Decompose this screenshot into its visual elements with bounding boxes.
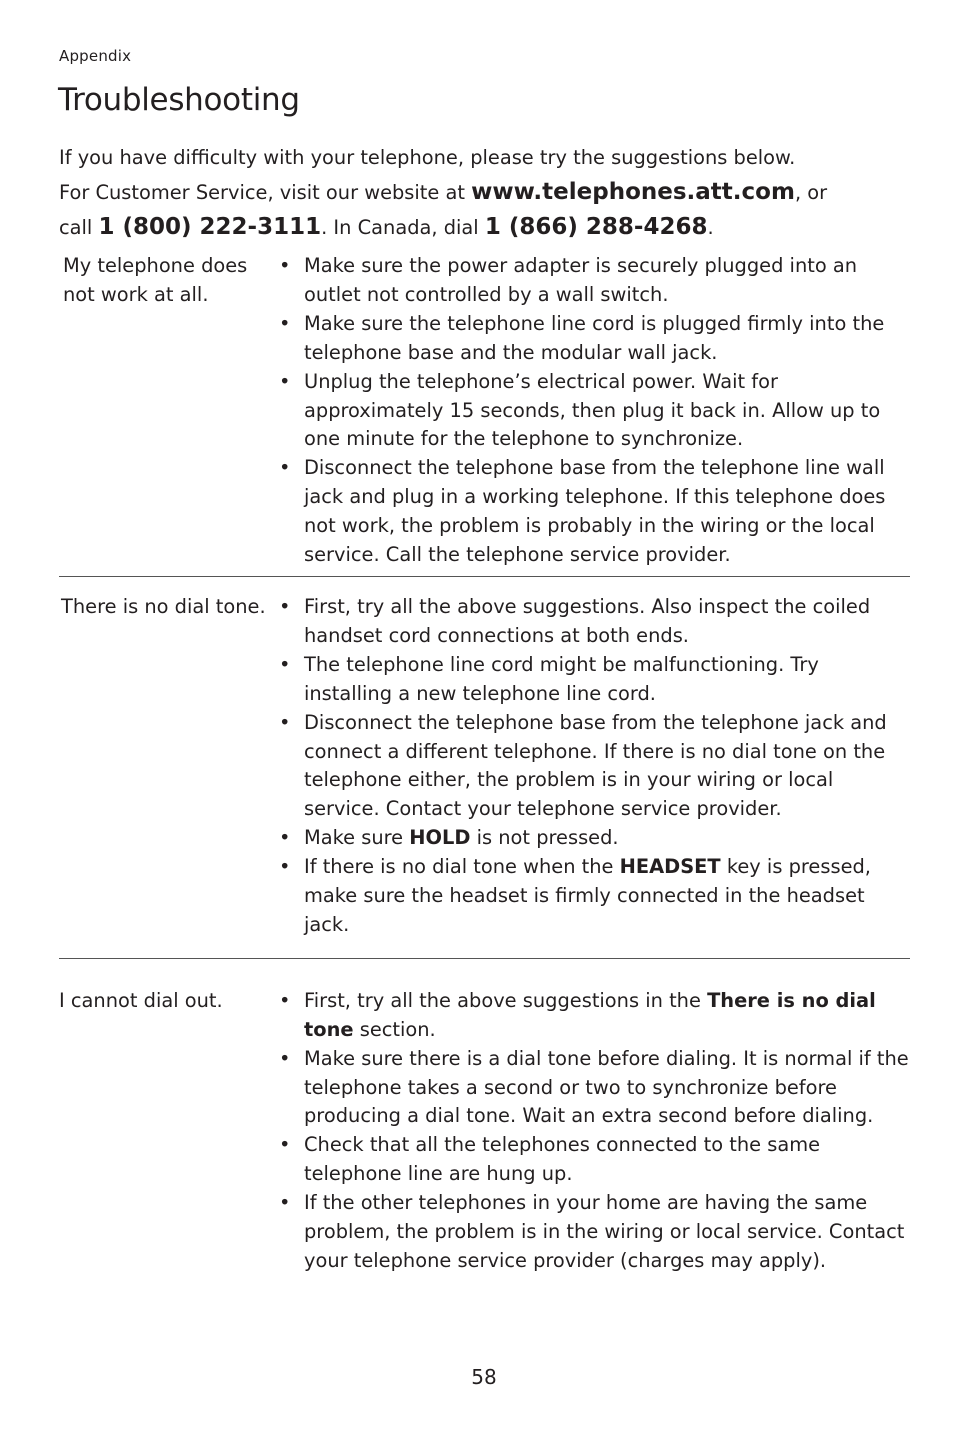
solution-item: • Check that all the telephones connected to the same telephone line are hung up. (275, 1131, 910, 1189)
solution-item: • Disconnect the telephone base from the telephone line wall jack and plug in a working telephone. If this telephone does not work, the problem is probably in the wiring or the local service. Call the telephone service provider. (275, 454, 910, 570)
solution-item: • Make sure the power adapter is securely plugged into an outlet not controlled by a wall switch. (275, 252, 910, 310)
intro-line-3 (59, 210, 919, 245)
solution-list (275, 252, 910, 570)
section-label: Appendix (59, 47, 132, 65)
problem-label: I cannot dial out. (59, 988, 223, 1012)
solution-item (275, 853, 910, 940)
solution-item: • Disconnect the telephone base from the telephone jack and connect a different telephone. If there is no dial tone on the telephone either, the problem is in your wiring or local service. Contact your telephone service provider. (275, 709, 910, 825)
intro-end: . (707, 216, 714, 239)
hold-text-pre: Make sure (304, 826, 410, 850)
problem-label: There is no dial tone. (61, 594, 266, 618)
phone-canada: 1 (866) 288-4268 (484, 214, 708, 240)
intro-line-2 (59, 175, 919, 210)
solution-item: • If the other telephones in your home are having the same problem, the problem is in the wiring or local service. Contact your telephone service provider (charges may apply). (275, 1189, 910, 1276)
solution-item (275, 824, 910, 853)
solution-item: • The telephone line cord might be malfunctioning. Try installing a new telephone line cord. (275, 651, 910, 709)
hold-text-post: is not pressed. (470, 826, 619, 850)
first-text-pre: First, try all the above suggestions in the (304, 988, 708, 1012)
solution-list (275, 593, 910, 940)
solution-item: • Make sure the telephone line cord is plugged firmly into the telephone base and the modular wall jack. (275, 310, 910, 368)
trouble-row (59, 959, 910, 1276)
phone-us: 1 (800) 222-3111 (98, 214, 322, 240)
hold-key: HOLD (409, 826, 471, 850)
headset-key: HEADSET (619, 855, 721, 879)
problem-label: My telephone does not work at all. (63, 254, 248, 306)
intro-paragraph (59, 140, 919, 245)
trouble-row (59, 250, 910, 577)
intro-call-prefix: call (59, 216, 99, 239)
trouble-row (59, 577, 910, 959)
page-title: Troubleshooting (58, 82, 300, 118)
intro-website-prefix: For Customer Service, visit our website at (59, 181, 472, 204)
intro-canada-text: . In Canada, dial (321, 216, 485, 239)
first-text-post: section. (353, 1017, 436, 1041)
intro-website-suffix: , or (794, 181, 828, 204)
solution-item: • Make sure there is a dial tone before dialing. It is normal if the telephone takes a second or two to synchronize before producing a dial tone. Wait an extra second before dialing. (275, 1045, 910, 1132)
intro-line-1: If you have difficulty with your telephone, please try the suggestions below. (59, 146, 796, 169)
headset-text-post: key is pressed, make sure the headset is firmly connected in the headset jack. (304, 855, 871, 936)
solution-item: • Unplug the telephone’s electrical power. Wait for approximately 15 seconds, then plug it back in. Allow up to one minute for the telephone to synchronize. (275, 368, 910, 455)
section-reference: There is no dial tone (304, 988, 876, 1041)
headset-text-pre: If there is no dial tone when the (304, 855, 620, 879)
solution-list (275, 987, 910, 1276)
solution-item (275, 987, 910, 1045)
website-link[interactable]: www.telephones.att.com (471, 179, 795, 205)
page-number: 58 (471, 1365, 497, 1389)
solution-item: • First, try all the above suggestions. Also inspect the coiled handset cord connections at both ends. (275, 593, 910, 651)
troubleshooting-table (59, 250, 910, 1276)
